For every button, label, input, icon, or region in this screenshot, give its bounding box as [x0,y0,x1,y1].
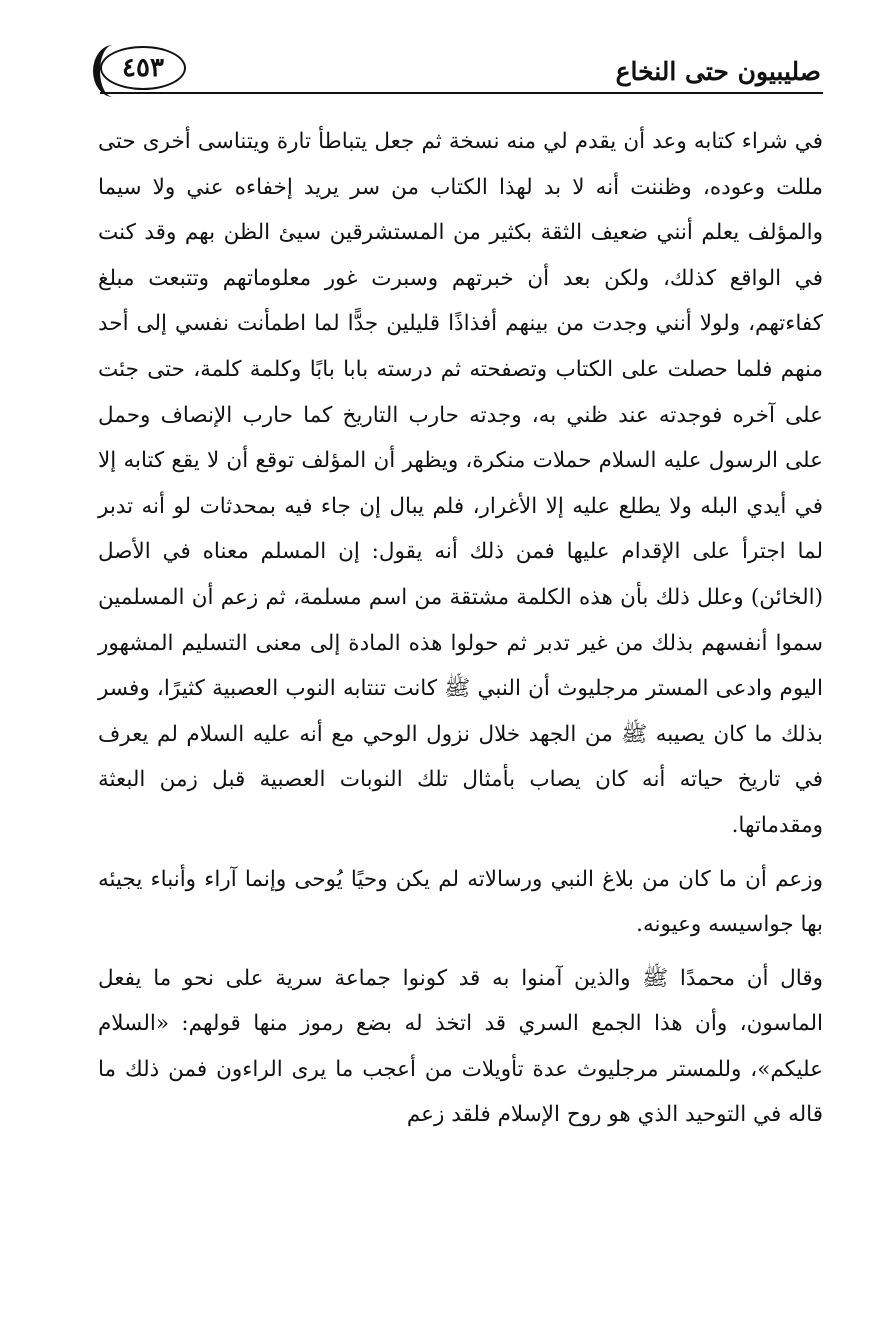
paragraph: في شراء كتابه وعد أن يقدم لي منه نسخة ثم جعل يتباطأ تارة ويتناسى أخرى حتى مللت وعوده، وظننت أنه لا بد لهذا الكتاب من سر يريد إخفاءه عني ولا سيما والمؤلف يعلم أنني ضعيف الثقة بكثير من المستشرقين سيئ الظن بهم وقد كنت في الواقع كذلك، ولكن بعد أن خبرتهم وسبرت غور معلوماتهم وتتبعت مبلغ كفاءتهم، ولولا أنني وجدت من بينهم أفذاذًا قليلين جدًّا لما اطمأنت نفسي إلى أحد منهم فلما حصلت على الكتاب وتصفحته ثم درسته بابا بابًا وكلمة كلمة، حتى جئت على آخره فوجدته عند ظني به، وجدته حارب التاريخ كما حارب الإنصاف وحمل على الرسول عليه السلام حملات منكرة، ويظهر أن المؤلف توقع أن لا يقع كتابه إلا في أيدي البله ولا يطلع عليه إلا الأغرار، فلم يبال إن جاء فيه بمحدثات لو أنه تدبر لما اجترأ على الإقدام عليها فمن ذلك أنه يقول: إن المسلم معناه في الأصل (الخائن) وعلل ذلك بأن هذه الكلمة مشتقة من اسم مسلمة، ثم زعم أن المسلمين سموا أنفسهم بذلك من غير تدبر ثم حولوا هذه المادة إلى معنى التسليم المشهور اليوم وادعى المستر مرجليوث أن النبي ﷺ كانت تنتابه النوب العصبية كثيرًا، وفسر بذلك ما كان يصيبه ﷺ من الجهد خلال نزول الوحي مع أنه عليه السلام لم يعرف في تاريخ حياته أنه كان يصاب بأمثال تلك النوبات العصبية قبل زمن البعثة ومقدماتها. [98,129,823,838]
paragraph: وزعم أن ما كان من بلاغ النبي ورسالاته لم يكن وحيًا يُوحى وإنما آراء وأنباء يجيئه بها جواسيسه وعيونه. [98,866,823,938]
body-text [98,119,823,1138]
paragraph: وقال أن محمدًا ﷺ والذين آمنوا به قد كونوا جماعة سرية على نحو ما يفعل الماسون، وأن هذا الجمع السري قد اتخذ له بضع رموز منها قولهم: «السلام عليكم»، وللمستر مرجليوث عدة تأويلات من أعجب ما يرى الراءون فمن ذلك ما قاله في التوحيد الذي هو روح الإسلام فلقد زعم [98,965,823,1128]
header-divider [100,92,823,94]
running-title: صليبيون حتى النخاع [615,57,821,86]
page-number: ٤٥٣ [122,53,164,83]
page-number-badge [100,46,186,90]
